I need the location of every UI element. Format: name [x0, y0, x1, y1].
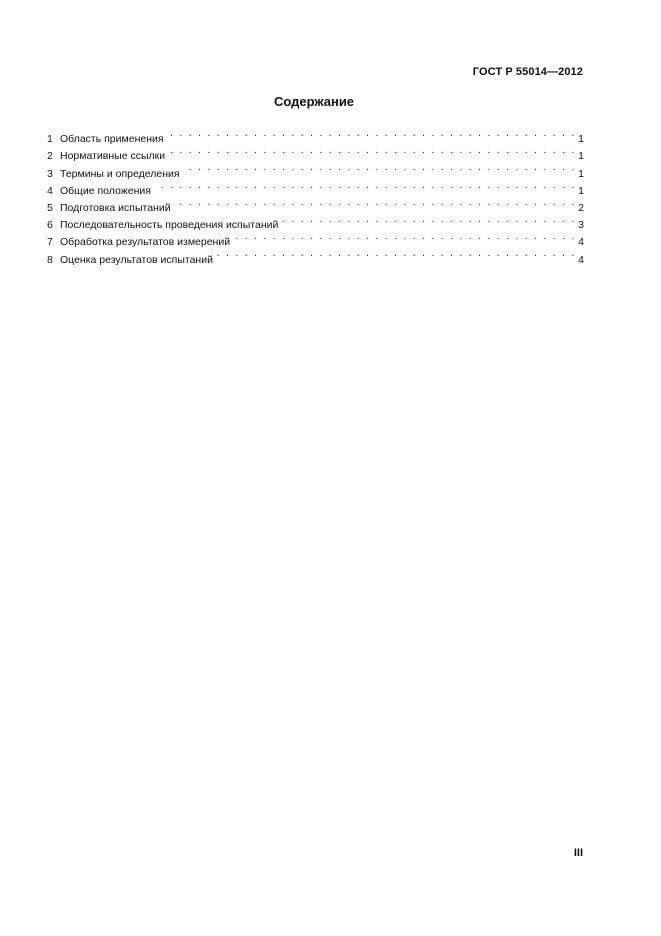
toc-entry-number: 6 — [47, 219, 53, 232]
toc-entry-page: 3 — [578, 219, 584, 232]
toc-entry-number: 7 — [47, 236, 53, 249]
toc-entry-label: Оценка результатов испытаний — [60, 253, 213, 266]
toc-entry-label: Последовательность проведения испытаний — [60, 219, 279, 232]
dot-leader — [167, 125, 577, 142]
toc-entry-number: 5 — [47, 201, 53, 214]
toc-entry-page: 2 — [578, 201, 584, 214]
toc-entry-page: 1 — [578, 150, 584, 163]
toc-entry-page: 4 — [578, 253, 584, 266]
toc-entry-label: Область применения — [60, 133, 164, 146]
dot-leader — [183, 159, 577, 176]
toc-entry-label: Нормативные ссылки — [60, 150, 166, 163]
dot-leader — [281, 211, 576, 228]
toc-entry-number: 4 — [47, 184, 53, 197]
toc-entry-page: 1 — [578, 133, 584, 146]
toc-entry-page: 1 — [578, 184, 584, 197]
dot-leader — [216, 245, 576, 262]
dot-leader — [154, 177, 576, 194]
toc-entry[interactable] — [47, 125, 584, 146]
toc-entry-number: 1 — [47, 133, 53, 146]
toc-entry-page: 1 — [578, 167, 584, 180]
page-number: III — [573, 847, 583, 859]
table-of-contents — [47, 125, 584, 266]
document-code: ГОСТ Р 55014—2012 — [472, 66, 583, 78]
toc-entry-number: 2 — [47, 150, 53, 163]
toc-entry-number: 8 — [47, 253, 53, 266]
dot-leader — [233, 228, 576, 245]
toc-entry-label: Термины и определения — [60, 167, 180, 180]
toc-entry-label: Подготовка испытаний — [60, 201, 171, 214]
toc-entry-number: 3 — [47, 167, 53, 180]
toc-entry-label: Обработка результатов измерений — [60, 236, 231, 249]
toc-title: Содержание — [273, 94, 355, 109]
toc-entry-page: 4 — [578, 236, 584, 249]
dot-leader — [168, 142, 576, 159]
dot-leader — [174, 194, 577, 211]
toc-entry-label: Общие положения — [60, 184, 151, 197]
